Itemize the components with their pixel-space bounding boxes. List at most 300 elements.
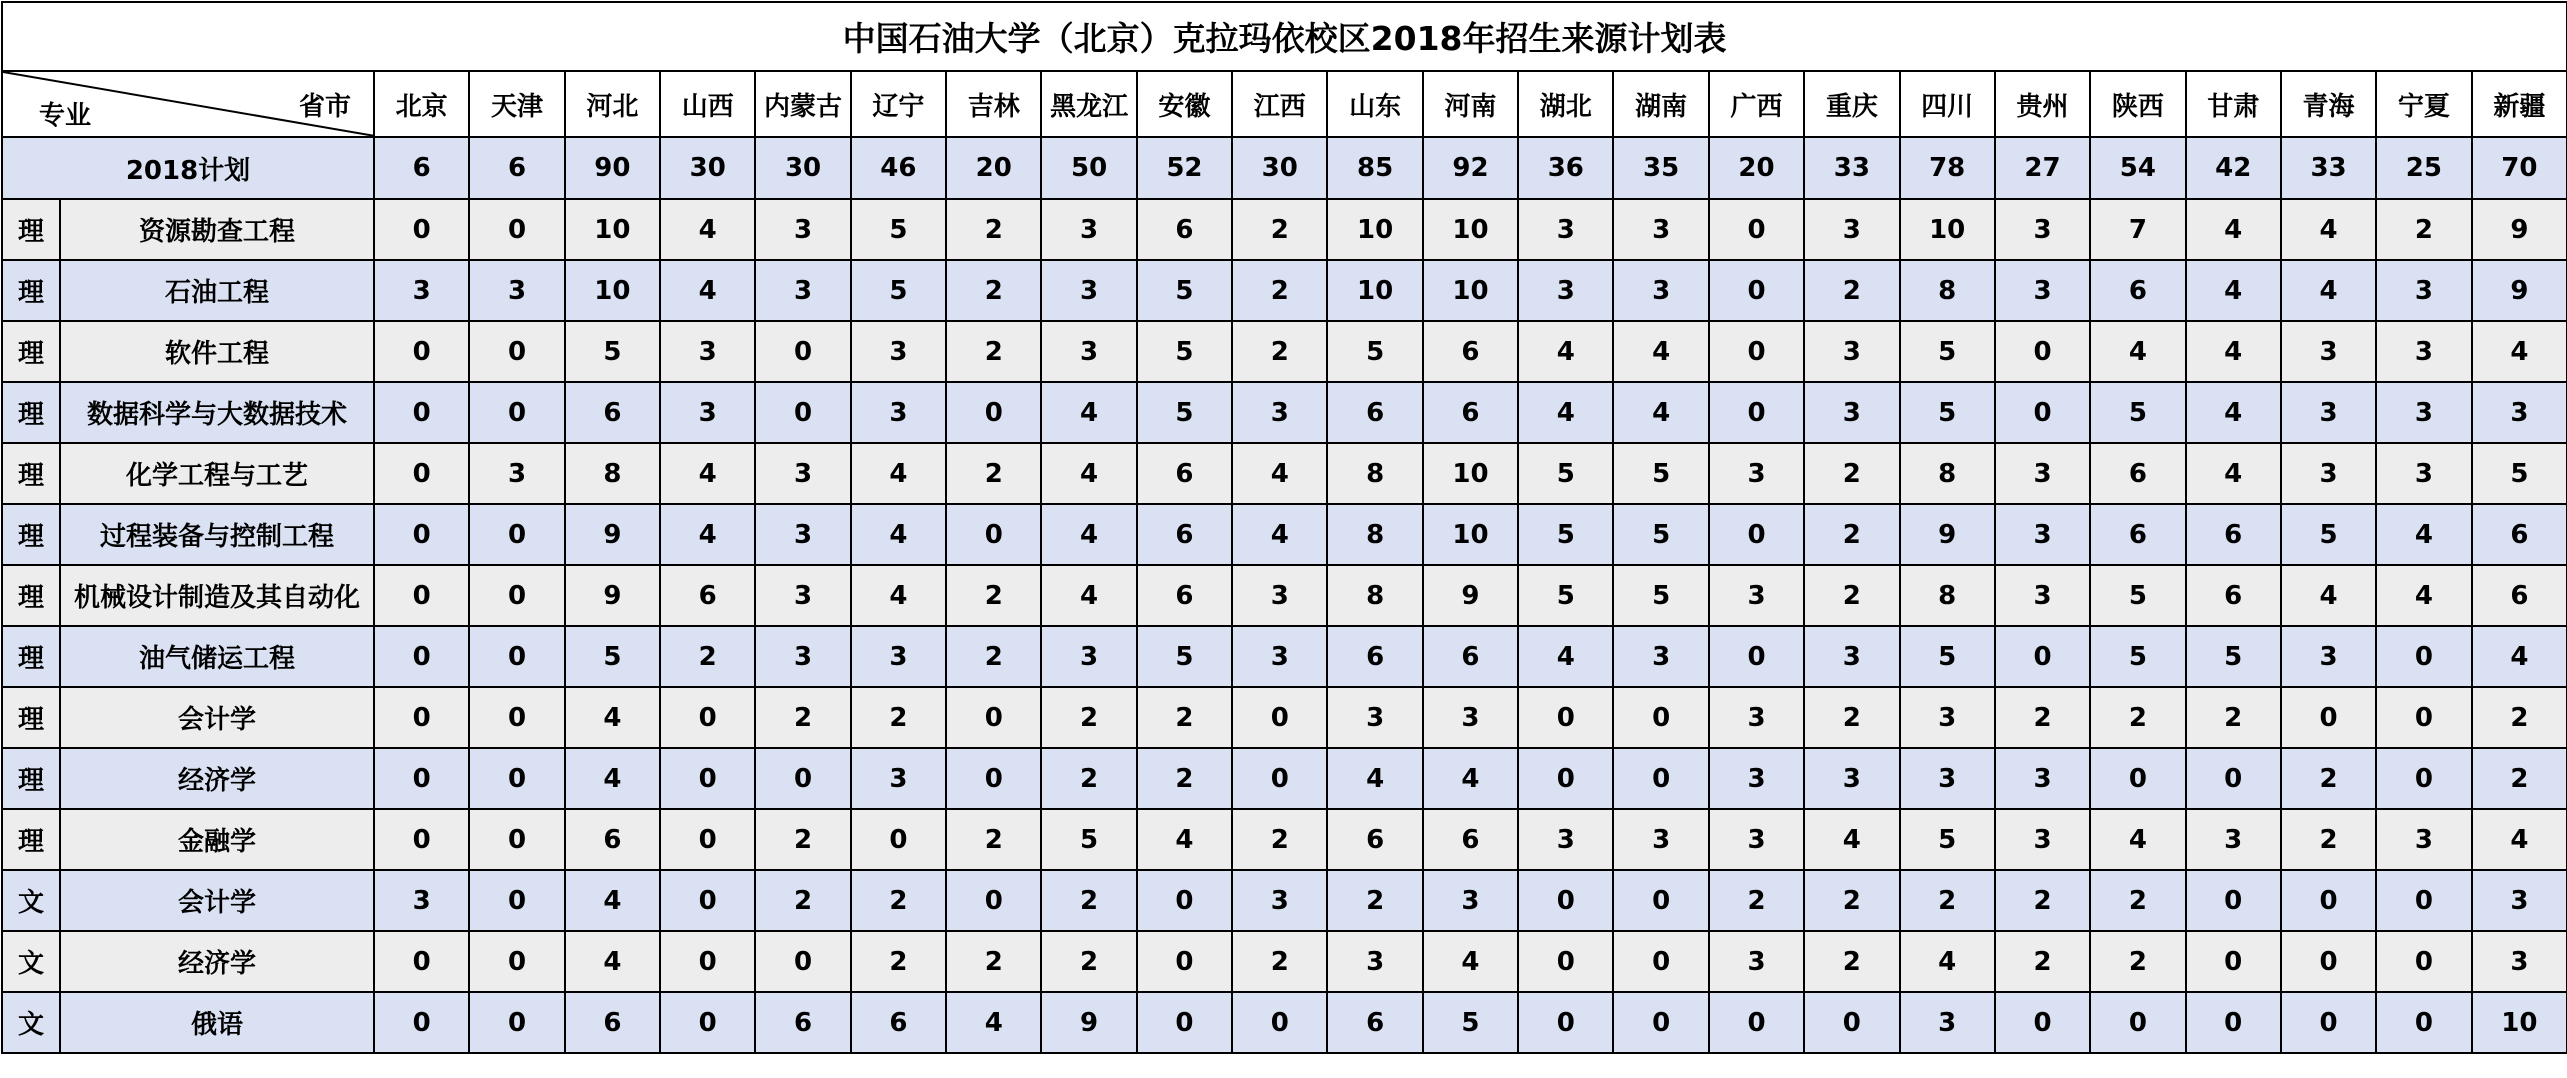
quota-cell: 3 [1995,504,2090,565]
quota-cell: 0 [469,626,564,687]
quota-cell: 3 [755,443,850,504]
quota-cell: 2 [2376,199,2471,260]
major-cell: 经济学 [60,931,374,992]
quota-cell: 3 [2472,931,2567,992]
quota-cell: 9 [565,504,660,565]
title-row [2,2,2567,71]
category-cell: 理 [2,382,60,443]
quota-cell: 2 [2090,931,2185,992]
quota-cell: 0 [2376,748,2471,809]
quota-cell: 2 [1804,565,1899,626]
quota-cell: 3 [1900,748,1995,809]
quota-cell: 6 [660,565,755,626]
plan-value-cell: 6 [374,137,469,199]
quota-cell: 8 [1900,443,1995,504]
quota-cell: 2 [1232,931,1327,992]
plan-value-cell: 50 [1041,137,1136,199]
quota-cell: 3 [851,382,946,443]
quota-cell: 4 [660,504,755,565]
quota-cell: 9 [1041,992,1136,1053]
quota-cell: 2 [1804,443,1899,504]
category-cell: 文 [2,992,60,1053]
quota-cell: 3 [1709,748,1804,809]
quota-cell: 6 [1423,321,1518,382]
quota-cell: 8 [1327,565,1422,626]
quota-cell: 0 [2281,687,2376,748]
quota-cell: 4 [851,565,946,626]
category-cell: 理 [2,565,60,626]
quota-cell: 3 [1709,931,1804,992]
quota-cell: 3 [1900,992,1995,1053]
quota-cell: 4 [1518,626,1613,687]
quota-cell: 0 [1709,382,1804,443]
quota-cell: 6 [2472,565,2567,626]
quota-cell: 2 [946,321,1041,382]
quota-cell: 8 [1327,443,1422,504]
plan-label: 2018计划 [2,137,374,199]
quota-cell: 3 [755,199,850,260]
province-header: 河南 [1423,71,1518,137]
quota-cell: 5 [2090,565,2185,626]
quota-cell: 10 [565,199,660,260]
quota-cell: 2 [1995,931,2090,992]
quota-cell: 6 [2472,504,2567,565]
quota-cell: 5 [2090,626,2185,687]
quota-cell: 5 [1900,321,1995,382]
quota-cell: 3 [1995,443,2090,504]
table-row [2,382,2567,443]
quota-cell: 0 [1137,931,1232,992]
quota-cell: 3 [1232,870,1327,931]
quota-cell: 2 [1137,687,1232,748]
quota-cell: 2 [2281,748,2376,809]
table-row [2,748,2567,809]
quota-cell: 4 [565,687,660,748]
plan-value-cell: 90 [565,137,660,199]
quota-cell: 3 [1804,382,1899,443]
quota-cell: 0 [2186,748,2281,809]
quota-cell: 3 [1327,931,1422,992]
quota-cell: 7 [2090,199,2185,260]
quota-cell: 6 [1423,626,1518,687]
province-header: 辽宁 [851,71,946,137]
quota-cell: 3 [2376,809,2471,870]
quota-cell: 6 [755,992,850,1053]
quota-cell: 0 [660,809,755,870]
quota-cell: 0 [1709,626,1804,687]
quota-cell: 0 [2376,870,2471,931]
quota-cell: 4 [1327,748,1422,809]
quota-cell: 9 [565,565,660,626]
quota-cell: 3 [1995,199,2090,260]
quota-cell: 2 [851,687,946,748]
quota-cell: 0 [1804,992,1899,1053]
quota-cell: 4 [1041,504,1136,565]
quota-cell: 0 [755,321,850,382]
quota-cell: 5 [1137,321,1232,382]
quota-cell: 0 [1518,748,1613,809]
quota-cell: 2 [946,809,1041,870]
quota-cell: 0 [1709,199,1804,260]
quota-cell: 3 [1709,809,1804,870]
quota-cell: 3 [1804,321,1899,382]
quota-cell: 5 [2090,382,2185,443]
major-cell: 俄语 [60,992,374,1053]
quota-cell: 3 [2376,382,2471,443]
quota-cell: 4 [1900,931,1995,992]
quota-cell: 0 [1613,931,1708,992]
plan-value-cell: 25 [2376,137,2471,199]
quota-cell: 10 [565,260,660,321]
quota-cell: 3 [1423,687,1518,748]
quota-cell: 0 [1613,748,1708,809]
quota-cell: 0 [469,199,564,260]
quota-cell: 2 [1709,870,1804,931]
quota-cell: 0 [469,382,564,443]
quota-cell: 0 [1518,931,1613,992]
quota-cell: 0 [374,504,469,565]
quota-cell: 3 [1327,687,1422,748]
quota-cell: 0 [1518,992,1613,1053]
quota-cell: 10 [1327,260,1422,321]
quota-cell: 3 [1613,626,1708,687]
plan-value-cell: 85 [1327,137,1422,199]
province-header: 北京 [374,71,469,137]
plan-value-cell: 33 [1804,137,1899,199]
quota-cell: 2 [1995,687,2090,748]
quota-cell: 0 [469,992,564,1053]
quota-cell: 0 [1995,992,2090,1053]
table-row [2,809,2567,870]
quota-cell: 4 [2090,809,2185,870]
quota-cell: 4 [1423,931,1518,992]
quota-cell: 3 [851,748,946,809]
quota-cell: 4 [2090,321,2185,382]
plan-value-cell: 36 [1518,137,1613,199]
table-row [2,626,2567,687]
quota-cell: 3 [1423,870,1518,931]
quota-cell: 3 [1613,199,1708,260]
quota-cell: 9 [1423,565,1518,626]
quota-cell: 3 [2281,321,2376,382]
quota-cell: 5 [1900,809,1995,870]
plan-value-cell: 20 [946,137,1041,199]
quota-cell: 3 [1995,565,2090,626]
quota-cell: 8 [565,443,660,504]
quota-cell: 3 [1709,443,1804,504]
quota-cell: 3 [2376,260,2471,321]
quota-cell: 3 [1804,199,1899,260]
quota-cell: 10 [1327,199,1422,260]
plan-value-cell: 46 [851,137,946,199]
major-cell: 机械设计制造及其自动化 [60,565,374,626]
plan-total-row [2,137,2567,199]
quota-cell: 5 [1518,565,1613,626]
province-header: 黑龙江 [1041,71,1136,137]
quota-cell: 3 [1613,809,1708,870]
quota-cell: 3 [1041,321,1136,382]
quota-cell: 2 [1137,748,1232,809]
province-header: 甘肃 [2186,71,2281,137]
quota-cell: 2 [2090,687,2185,748]
category-cell: 理 [2,626,60,687]
quota-cell: 0 [469,931,564,992]
quota-cell: 0 [1613,870,1708,931]
plan-value-cell: 27 [1995,137,2090,199]
plan-value-cell: 92 [1423,137,1518,199]
quota-cell: 3 [1041,260,1136,321]
province-header: 湖南 [1613,71,1708,137]
province-header: 广西 [1709,71,1804,137]
quota-cell: 4 [2186,260,2281,321]
quota-cell: 3 [2281,443,2376,504]
province-header: 山西 [660,71,755,137]
quota-cell: 2 [1041,931,1136,992]
quota-cell: 2 [946,931,1041,992]
quota-cell: 0 [1232,748,1327,809]
quota-cell: 4 [2472,626,2567,687]
plan-value-cell: 52 [1137,137,1232,199]
province-header: 新疆 [2472,71,2567,137]
table-row [2,260,2567,321]
quota-cell: 3 [1518,809,1613,870]
quota-cell: 4 [1518,382,1613,443]
quota-cell: 5 [1137,382,1232,443]
quota-cell: 3 [2472,870,2567,931]
corner-header-cell [2,71,374,137]
quota-cell: 4 [1518,321,1613,382]
province-header: 贵州 [1995,71,2090,137]
quota-cell: 2 [1041,687,1136,748]
plan-value-cell: 20 [1709,137,1804,199]
quota-cell: 0 [374,565,469,626]
plan-value-cell: 30 [755,137,850,199]
quota-cell: 10 [1423,504,1518,565]
plan-value-cell: 70 [2472,137,2567,199]
major-cell: 经济学 [60,748,374,809]
quota-cell: 5 [851,199,946,260]
province-header: 山东 [1327,71,1422,137]
quota-cell: 0 [374,199,469,260]
table-title: 中国石油大学（北京）克拉玛依校区2018年招生来源计划表 [2,2,2567,71]
quota-cell: 3 [1041,626,1136,687]
quota-cell: 2 [946,626,1041,687]
major-cell: 数据科学与大数据技术 [60,382,374,443]
quota-cell: 4 [946,992,1041,1053]
quota-cell: 0 [374,443,469,504]
quota-cell: 6 [1137,199,1232,260]
quota-cell: 4 [1613,321,1708,382]
quota-cell: 0 [2186,931,2281,992]
quota-cell: 4 [2281,199,2376,260]
quota-cell: 4 [660,260,755,321]
quota-cell: 0 [2186,992,2281,1053]
quota-cell: 3 [374,870,469,931]
category-cell: 理 [2,260,60,321]
plan-value-cell: 30 [660,137,755,199]
major-cell: 油气储运工程 [60,626,374,687]
quota-cell: 8 [1900,260,1995,321]
quota-cell: 0 [2281,992,2376,1053]
quota-cell: 9 [1900,504,1995,565]
plan-value-cell: 6 [469,137,564,199]
quota-cell: 3 [2186,809,2281,870]
quota-cell: 5 [2186,626,2281,687]
quota-cell: 4 [565,931,660,992]
quota-cell: 3 [2376,443,2471,504]
plan-value-cell: 78 [1900,137,1995,199]
quota-cell: 4 [2186,382,2281,443]
quota-cell: 4 [1041,382,1136,443]
quota-cell: 4 [565,870,660,931]
quota-cell: 4 [1613,382,1708,443]
quota-cell: 5 [2472,443,2567,504]
quota-cell: 0 [1613,687,1708,748]
quota-cell: 0 [469,809,564,870]
category-cell: 理 [2,748,60,809]
quota-cell: 4 [2186,321,2281,382]
quota-cell: 0 [2281,931,2376,992]
plan-value-cell: 30 [1232,137,1327,199]
quota-cell: 0 [1995,321,2090,382]
quota-cell: 6 [2090,260,2185,321]
quota-cell: 10 [1423,199,1518,260]
category-cell: 理 [2,809,60,870]
quota-cell: 9 [2472,260,2567,321]
quota-cell: 0 [1709,504,1804,565]
table-row [2,504,2567,565]
quota-cell: 6 [1327,992,1422,1053]
quota-cell: 0 [1709,321,1804,382]
quota-cell: 8 [1327,504,1422,565]
quota-cell: 0 [2376,992,2471,1053]
quota-cell: 2 [851,870,946,931]
quota-cell: 0 [1613,992,1708,1053]
province-header: 内蒙古 [755,71,850,137]
quota-cell: 4 [2186,443,2281,504]
province-header: 陕西 [2090,71,2185,137]
enrollment-plan-table [1,1,2567,1054]
quota-cell: 0 [469,321,564,382]
table-row [2,992,2567,1053]
quota-cell: 0 [1518,870,1613,931]
quota-cell: 2 [755,870,850,931]
quota-cell: 4 [1232,443,1327,504]
quota-cell: 4 [851,504,946,565]
quota-cell: 3 [851,626,946,687]
major-cell: 过程装备与控制工程 [60,504,374,565]
quota-cell: 8 [1900,565,1995,626]
quota-cell: 2 [755,809,850,870]
quota-cell: 5 [1613,565,1708,626]
table-row [2,443,2567,504]
major-cell: 软件工程 [60,321,374,382]
quota-cell: 3 [1995,748,2090,809]
quota-cell: 3 [1232,565,1327,626]
quota-cell: 0 [946,748,1041,809]
quota-cell: 5 [1423,992,1518,1053]
quota-cell: 0 [469,565,564,626]
quota-cell: 6 [1137,443,1232,504]
quota-cell: 5 [565,321,660,382]
header-row [2,71,2567,137]
quota-cell: 6 [565,382,660,443]
quota-cell: 0 [1995,626,2090,687]
quota-cell: 0 [755,748,850,809]
quota-cell: 0 [1137,870,1232,931]
quota-cell: 5 [1613,504,1708,565]
quota-cell: 2 [1232,809,1327,870]
province-header: 四川 [1900,71,1995,137]
category-cell: 理 [2,687,60,748]
quota-cell: 6 [1137,565,1232,626]
quota-cell: 0 [2376,931,2471,992]
quota-cell: 0 [469,687,564,748]
quota-cell: 2 [2281,809,2376,870]
province-header: 天津 [469,71,564,137]
province-header: 江西 [1232,71,1327,137]
quota-cell: 0 [1518,687,1613,748]
quota-cell: 6 [851,992,946,1053]
major-axis-label: 专业 [39,101,92,131]
quota-cell: 0 [374,931,469,992]
quota-cell: 6 [1327,626,1422,687]
quota-cell: 3 [2376,321,2471,382]
quota-cell: 3 [1232,382,1327,443]
quota-cell: 0 [374,626,469,687]
province-header: 吉林 [946,71,1041,137]
quota-cell: 0 [374,809,469,870]
province-header: 河北 [565,71,660,137]
quota-cell: 0 [1232,992,1327,1053]
quota-cell: 4 [1232,504,1327,565]
province-header: 青海 [2281,71,2376,137]
category-cell: 理 [2,504,60,565]
quota-cell: 4 [2472,321,2567,382]
quota-cell: 0 [374,382,469,443]
quota-cell: 3 [1995,809,2090,870]
category-cell: 理 [2,321,60,382]
quota-cell: 0 [946,382,1041,443]
quota-cell: 0 [660,687,755,748]
quota-cell: 0 [946,504,1041,565]
quota-cell: 2 [946,260,1041,321]
quota-cell: 4 [1137,809,1232,870]
category-cell: 文 [2,931,60,992]
quota-cell: 3 [1041,199,1136,260]
quota-cell: 3 [1804,626,1899,687]
quota-cell: 5 [1613,443,1708,504]
quota-cell: 0 [374,321,469,382]
quota-cell: 2 [1232,260,1327,321]
quota-cell: 0 [851,809,946,870]
quota-cell: 3 [2281,626,2376,687]
quota-cell: 0 [660,992,755,1053]
quota-cell: 10 [2472,992,2567,1053]
quota-cell: 6 [1423,809,1518,870]
quota-cell: 6 [1327,809,1422,870]
quota-cell: 2 [1804,931,1899,992]
quota-cell: 4 [1041,565,1136,626]
quota-cell: 10 [1900,199,1995,260]
quota-cell: 4 [851,443,946,504]
quota-cell: 2 [2186,687,2281,748]
table-row [2,321,2567,382]
quota-cell: 4 [2472,809,2567,870]
quota-cell: 4 [2281,260,2376,321]
quota-cell: 2 [1804,504,1899,565]
quota-cell: 2 [755,687,850,748]
